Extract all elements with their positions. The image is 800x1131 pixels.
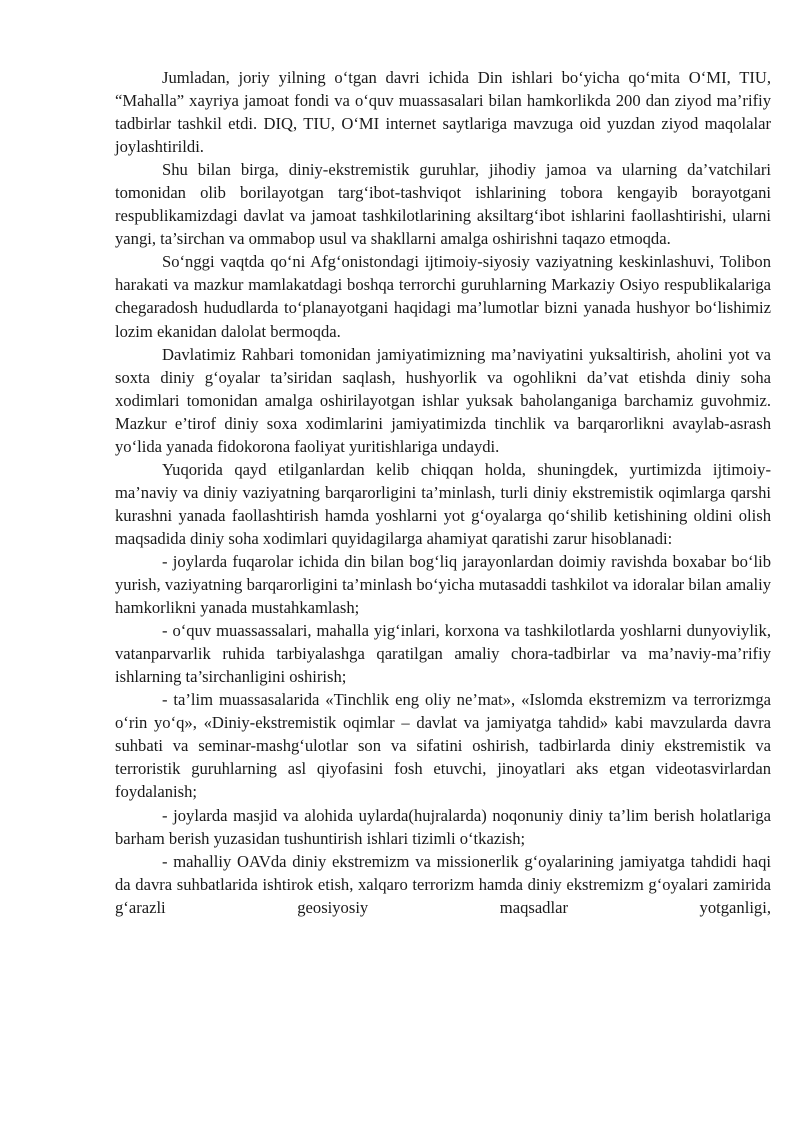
list-item-2: - o‘quv muassassalari, mahalla yig‘inlari, korxona va tashkilotlarda yoshlarni dunyoviylik, vatanparvarlik ruhida tarbiyalashga qaratilgan amaliy chora-tadbirlar va ma’naviy-ma’rifiy ishlarning ta’sirchanligini oshirish; xyxy=(115,621,771,687)
paragraph-2: Shu bilan birga, diniy-ekstremistik guruhlar, jihodiy jamoa va ularning da’vatchilari tomonidan olib borilayotgan targ‘ibot-tashviqot ishlarining tobora kengayib borayotgani respublikamizdagi davlat va jamoat tashkilotlarining aksiltarg‘ibot ishlarini faollashtirishi, ularni yangi, ta’sirchan va ommabop usul va shakllarni amalga oshirishni taqazo etmoqda. xyxy=(115,160,771,249)
paragraph-3: So‘nggi vaqtda qo‘ni Afg‘onistondagi ijtimoiy-siyosiy vaziyatning keskinlashuvi, Tolibon harakati va mazkur mamlakatdagi boshqa terrorchi guruhlarning Markaziy Osiyo respublikalariga chegaradosh hududlarda to‘planayotgani haqidagi ma’lumotlar bizni yanada hushyor bo‘lishimiz lozim ekanidan dalolat bermoqda. xyxy=(115,252,771,341)
list-item-3: - ta’lim muassasalarida «Tinchlik eng oliy ne’mat», «Islomda ekstremizm va terrorizmga o‘rin yo‘q», «Diniy-ekstremistik oqimlar – davlat va jamiyatga tahdid» kabi mavzularda davra suhbati va seminar-mashg‘ulotlar son va sifatini oshirish, tadbirlarda diniy ekstremistik va terroristik guruhlarning asl qiyofasini fosh etuvchi, jinoyatlari aks etgan videotasvirlardan foydalanish; xyxy=(115,690,771,802)
paragraph-5: Yuqorida qayd etilganlardan kelib chiqqan holda, shuningdek, yurtimizda ijtimoiy-ma’naviy va diniy vaziyatning barqarorligini ta’minlash, turli diniy ekstremistik oqimlarga qarshi kurashni yanada faollashtirish hamda yoshlarni yot g‘oyalarga qo‘shilib ketishining oldini olish maqsadida diniy soha xodimlari quyidagilarga ahamiyat qaratishi zarur hisoblanadi: xyxy=(115,459,771,548)
paragraph-4: Davlatimiz Rahbari tomonidan jamiyatimizning ma’naviyatini yuksaltirish, aholini yot va soxta diniy g‘oyalar ta’siridan saqlash, hushyorlik va ogohlikni da’vat etishda diniy soha xodimlari tomonidan amalga oshirilayotgan ishlar yuksak baholanganiga barchamiz guvohmiz. Mazkur e’tirof diniy soxa xodimlarini jamiyatimizda tinchlik va barqarorlikni avaylab-asrash yo‘lida yanada fidokorona faoliyat yuritishlariga undaydi. xyxy=(115,344,771,456)
list-item-1: - joylarda fuqarolar ichida din bilan bog‘liq jarayonlardan doimiy ravishda boxabar bo‘lib yurish, vaziyatning barqarorligini ta’minlash bo‘yicha mutasaddi tashkilot va idoralar bilan amaliy hamkorlikni yanada mustahkamlash; xyxy=(115,551,771,618)
list-item-5: - mahalliy OAVda diniy ekstremizm va missionerlik g‘oyalarining jamiyatga tahdidi haqi da davra suhbatlarida ishtirok etish, xalqaro terrorizm hamda diniy ekstremizm g‘oyalari zamirida g‘arazli geosiyosiy maqsadlar yotganligi, xyxy=(115,851,771,917)
list-item-4: - joylarda masjid va alohida uylarda(hujralarda) noqonuniy diniy ta’lim berish holatlariga barham berish yuzasidan tushuntirish ishlari tizimli o‘tkazish; xyxy=(115,805,771,848)
paragraph-1: Jumladan, joriy yilning o‘tgan davri ichida Din ishlari bo‘yicha qo‘mita O‘MI, TIU, “Mahalla” xayriya jamoat fondi va o‘quv muassasalari bilan hamkorlikda 200 dan ziyod ma’rifiy tadbirlar tashkil etdi. DIQ, TIU, O‘MI internet saytlariga mavzuga oid yuzdan ziyod maqolalar joylashtirildi. xyxy=(115,68,771,157)
document-page xyxy=(115,66,771,919)
